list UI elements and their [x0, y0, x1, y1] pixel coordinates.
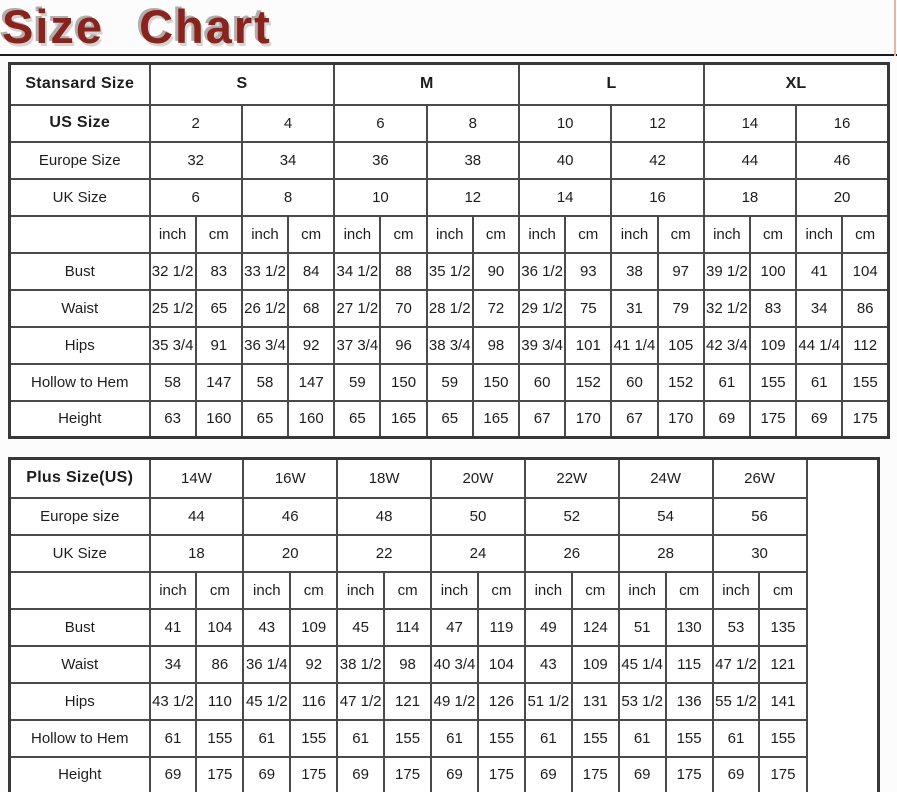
standard-size-table: [8, 62, 890, 439]
unit-header: cm: [658, 216, 704, 253]
row-label: Bust: [10, 253, 150, 290]
size-value: 12: [427, 179, 519, 216]
row-label: Hollow to Hem: [10, 364, 150, 401]
measure-value: 25 1/2: [150, 290, 196, 327]
measure-value: 39 3/4: [519, 327, 565, 364]
measure-value: 175: [759, 757, 806, 792]
measure-value: 58: [242, 364, 288, 401]
measure-value: 130: [666, 609, 713, 646]
measure-value: 96: [380, 327, 426, 364]
measure-value: 43 1/2: [150, 683, 197, 720]
unit-header: inch: [431, 572, 478, 609]
measure-value: 70: [380, 290, 426, 327]
measure-value: 69: [150, 757, 197, 792]
size-value: 36: [334, 142, 426, 179]
size-header: 16W: [243, 459, 337, 498]
size-value: 14: [704, 105, 796, 142]
measure-value: 147: [196, 364, 242, 401]
measure-value: 135: [759, 609, 806, 646]
size-value: 10: [334, 179, 426, 216]
measure-value: 34: [150, 646, 197, 683]
measure-value: 83: [196, 253, 242, 290]
measure-value: 69: [337, 757, 384, 792]
measure-value: 170: [565, 401, 611, 438]
size-value: 40: [519, 142, 611, 179]
size-value: 2: [150, 105, 242, 142]
measure-value: 165: [473, 401, 519, 438]
size-value: 14: [519, 179, 611, 216]
measure-value: 109: [290, 609, 337, 646]
page-title-text: Size Chart: [2, 0, 272, 53]
measure-value: 61: [337, 720, 384, 757]
measure-value: 126: [478, 683, 525, 720]
measure-value: 65: [196, 290, 242, 327]
size-value: 8: [427, 105, 519, 142]
measure-value: 152: [565, 364, 611, 401]
measure-value: 47: [431, 609, 478, 646]
measure-value: 93: [565, 253, 611, 290]
measure-value: 49: [525, 609, 572, 646]
measure-value: 27 1/2: [334, 290, 380, 327]
measure-value: 32 1/2: [704, 290, 750, 327]
measure-value: 61: [704, 364, 750, 401]
measure-value: 175: [666, 757, 713, 792]
measure-value: 155: [572, 720, 619, 757]
measure-value: 41: [796, 253, 842, 290]
measure-value: 155: [666, 720, 713, 757]
row-label: Hollow to Hem: [10, 720, 150, 757]
measure-value: 69: [619, 757, 666, 792]
measure-value: 150: [380, 364, 426, 401]
measure-value: 36 1/2: [519, 253, 565, 290]
measure-value: 51 1/2: [525, 683, 572, 720]
measure-value: 100: [750, 253, 796, 290]
size-group-header: L: [519, 64, 704, 105]
size-value: 46: [243, 498, 337, 535]
row-label: UK Size: [10, 179, 150, 216]
measure-value: 175: [842, 401, 888, 438]
size-group-header: S: [150, 64, 335, 105]
measure-value: 86: [196, 646, 243, 683]
measure-value: 41: [150, 609, 197, 646]
measure-value: 61: [431, 720, 478, 757]
row-label: US Size: [10, 105, 150, 142]
measure-value: 104: [478, 646, 525, 683]
size-value: 30: [713, 535, 807, 572]
measure-value: 33 1/2: [242, 253, 288, 290]
measure-value: 45: [337, 609, 384, 646]
size-header: 26W: [713, 459, 807, 498]
measure-value: 43: [525, 646, 572, 683]
row-label: Hips: [10, 683, 150, 720]
measure-value: 26 1/2: [242, 290, 288, 327]
measure-value: 101: [565, 327, 611, 364]
measure-value: 155: [290, 720, 337, 757]
size-value: 46: [796, 142, 888, 179]
size-value: 44: [150, 498, 244, 535]
measure-value: 38: [611, 253, 657, 290]
measure-value: 160: [288, 401, 334, 438]
unit-header: cm: [288, 216, 334, 253]
measure-value: 124: [572, 609, 619, 646]
unit-header: inch: [150, 572, 197, 609]
measure-value: 121: [384, 683, 431, 720]
measure-value: 38 1/2: [337, 646, 384, 683]
size-group-header: M: [334, 64, 519, 105]
size-value: 48: [337, 498, 431, 535]
row-label: Waist: [10, 646, 150, 683]
measure-value: 65: [334, 401, 380, 438]
measure-value: 175: [196, 757, 243, 792]
measure-value: 131: [572, 683, 619, 720]
size-value: 56: [713, 498, 807, 535]
unit-header: cm: [759, 572, 806, 609]
size-value: 50: [431, 498, 525, 535]
measure-value: 175: [478, 757, 525, 792]
size-group-header: XL: [704, 64, 889, 105]
measure-value: 84: [288, 253, 334, 290]
measure-value: 69: [713, 757, 760, 792]
measure-value: 40 3/4: [431, 646, 478, 683]
size-value: 52: [525, 498, 619, 535]
measure-value: 112: [842, 327, 888, 364]
measure-value: 155: [842, 364, 888, 401]
size-value: 22: [337, 535, 431, 572]
measure-value: 72: [473, 290, 519, 327]
size-value: 16: [611, 179, 703, 216]
unit-header: inch: [704, 216, 750, 253]
plus-size-table: [8, 457, 880, 792]
size-value: 44: [704, 142, 796, 179]
measure-value: 152: [658, 364, 704, 401]
measure-value: 58: [150, 364, 196, 401]
unit-header: cm: [473, 216, 519, 253]
measure-value: 32 1/2: [150, 253, 196, 290]
measure-value: 34: [796, 290, 842, 327]
unit-header: inch: [150, 216, 196, 253]
unit-header: cm: [565, 216, 611, 253]
measure-value: 49 1/2: [431, 683, 478, 720]
measure-value: 45 1/2: [243, 683, 290, 720]
measure-value: 175: [290, 757, 337, 792]
measure-value: 79: [658, 290, 704, 327]
size-header: 20W: [431, 459, 525, 498]
row-label: Europe size: [10, 498, 150, 535]
measure-value: 160: [196, 401, 242, 438]
unit-header: cm: [380, 216, 426, 253]
measure-value: 69: [704, 401, 750, 438]
measure-value: 60: [519, 364, 565, 401]
measure-value: 116: [290, 683, 337, 720]
unit-header: cm: [196, 216, 242, 253]
size-header: 14W: [150, 459, 244, 498]
measure-value: 34 1/2: [334, 253, 380, 290]
measure-value: 43: [243, 609, 290, 646]
measure-value: 37 3/4: [334, 327, 380, 364]
size-value: 54: [619, 498, 713, 535]
measure-value: 104: [842, 253, 888, 290]
measure-value: 69: [796, 401, 842, 438]
measure-value: 47 1/2: [713, 646, 760, 683]
size-value: 12: [611, 105, 703, 142]
row-label: Bust: [10, 609, 150, 646]
measure-value: 109: [750, 327, 796, 364]
measure-value: 92: [288, 327, 334, 364]
measure-value: 109: [572, 646, 619, 683]
measure-value: 67: [519, 401, 565, 438]
unit-header: inch: [611, 216, 657, 253]
measure-value: 98: [384, 646, 431, 683]
measure-value: 29 1/2: [519, 290, 565, 327]
measure-value: 175: [384, 757, 431, 792]
measure-value: 121: [759, 646, 806, 683]
measure-value: 59: [427, 364, 473, 401]
measure-value: 75: [565, 290, 611, 327]
measure-value: 41 1/4: [611, 327, 657, 364]
measure-value: 170: [658, 401, 704, 438]
measure-value: 35 3/4: [150, 327, 196, 364]
size-value: 8: [242, 179, 334, 216]
measure-value: 165: [380, 401, 426, 438]
unit-header: cm: [750, 216, 796, 253]
size-value: 4: [242, 105, 334, 142]
measure-value: 65: [427, 401, 473, 438]
measure-value: 104: [196, 609, 243, 646]
size-value: 24: [431, 535, 525, 572]
unit-header: inch: [525, 572, 572, 609]
measure-value: 97: [658, 253, 704, 290]
size-value: 20: [243, 535, 337, 572]
row-label: UK Size: [10, 535, 150, 572]
measure-value: 92: [290, 646, 337, 683]
unit-header: inch: [337, 572, 384, 609]
measure-value: 119: [478, 609, 525, 646]
unit-header: cm: [842, 216, 888, 253]
empty-column: [807, 459, 879, 792]
row-label-empty: [10, 216, 150, 253]
measure-value: 61: [525, 720, 572, 757]
unit-header: inch: [243, 572, 290, 609]
measure-value: 67: [611, 401, 657, 438]
measure-value: 31: [611, 290, 657, 327]
measure-value: 55 1/2: [713, 683, 760, 720]
measure-value: 65: [242, 401, 288, 438]
measure-value: 175: [750, 401, 796, 438]
measure-value: 155: [759, 720, 806, 757]
measure-value: 39 1/2: [704, 253, 750, 290]
measure-value: 88: [380, 253, 426, 290]
measure-value: 155: [196, 720, 243, 757]
unit-header: inch: [619, 572, 666, 609]
unit-header: inch: [334, 216, 380, 253]
size-value: 32: [150, 142, 242, 179]
unit-header: cm: [478, 572, 525, 609]
unit-header: inch: [796, 216, 842, 253]
measure-value: 69: [431, 757, 478, 792]
measure-value: 136: [666, 683, 713, 720]
measure-value: 63: [150, 401, 196, 438]
size-value: 20: [796, 179, 888, 216]
measure-value: 59: [334, 364, 380, 401]
measure-value: 91: [196, 327, 242, 364]
unit-header: cm: [384, 572, 431, 609]
row-label-empty: [10, 572, 150, 609]
page-title: [0, 0, 897, 56]
measure-value: 35 1/2: [427, 253, 473, 290]
measure-value: 61: [619, 720, 666, 757]
size-header: 22W: [525, 459, 619, 498]
measure-value: 38 3/4: [427, 327, 473, 364]
measure-value: 175: [572, 757, 619, 792]
size-value: 38: [427, 142, 519, 179]
measure-value: 69: [243, 757, 290, 792]
size-value: 26: [525, 535, 619, 572]
size-value: 6: [334, 105, 426, 142]
measure-value: 105: [658, 327, 704, 364]
unit-header: cm: [196, 572, 243, 609]
measure-value: 115: [666, 646, 713, 683]
measure-value: 45 1/4: [619, 646, 666, 683]
measure-value: 51: [619, 609, 666, 646]
measure-value: 155: [478, 720, 525, 757]
measure-value: 141: [759, 683, 806, 720]
measure-value: 53 1/2: [619, 683, 666, 720]
measure-value: 44 1/4: [796, 327, 842, 364]
unit-header: inch: [242, 216, 288, 253]
size-header: 24W: [619, 459, 713, 498]
size-value: 28: [619, 535, 713, 572]
row-label: Hips: [10, 327, 150, 364]
unit-header: cm: [666, 572, 713, 609]
row-label: Europe Size: [10, 142, 150, 179]
measure-value: 147: [288, 364, 334, 401]
unit-header: cm: [572, 572, 619, 609]
measure-value: 47 1/2: [337, 683, 384, 720]
measure-value: 61: [713, 720, 760, 757]
measure-value: 86: [842, 290, 888, 327]
measure-value: 60: [611, 364, 657, 401]
size-header: 18W: [337, 459, 431, 498]
measure-value: 90: [473, 253, 519, 290]
size-value: 18: [704, 179, 796, 216]
measure-value: 69: [525, 757, 572, 792]
unit-header: inch: [713, 572, 760, 609]
measure-value: 28 1/2: [427, 290, 473, 327]
measure-value: 98: [473, 327, 519, 364]
measure-value: 83: [750, 290, 796, 327]
size-value: 18: [150, 535, 244, 572]
measure-value: 110: [196, 683, 243, 720]
measure-value: 61: [150, 720, 197, 757]
size-value: 6: [150, 179, 242, 216]
row-label: Height: [10, 757, 150, 792]
measure-value: 42 3/4: [704, 327, 750, 364]
corner-label: Stansard Size: [10, 64, 150, 105]
unit-header: inch: [427, 216, 473, 253]
measure-value: 114: [384, 609, 431, 646]
unit-header: cm: [290, 572, 337, 609]
measure-value: 36 1/4: [243, 646, 290, 683]
measure-value: 155: [384, 720, 431, 757]
size-value: 34: [242, 142, 334, 179]
right-edge-artifact: [894, 0, 896, 56]
measure-value: 53: [713, 609, 760, 646]
measure-value: 150: [473, 364, 519, 401]
size-value: 10: [519, 105, 611, 142]
size-value: 42: [611, 142, 703, 179]
unit-header: inch: [519, 216, 565, 253]
measure-value: 36 3/4: [242, 327, 288, 364]
measure-value: 155: [750, 364, 796, 401]
measure-value: 68: [288, 290, 334, 327]
measure-value: 61: [796, 364, 842, 401]
row-label: Height: [10, 401, 150, 438]
measure-value: 61: [243, 720, 290, 757]
corner-label: Plus Size(US): [10, 459, 150, 498]
row-label: Waist: [10, 290, 150, 327]
size-value: 16: [796, 105, 888, 142]
